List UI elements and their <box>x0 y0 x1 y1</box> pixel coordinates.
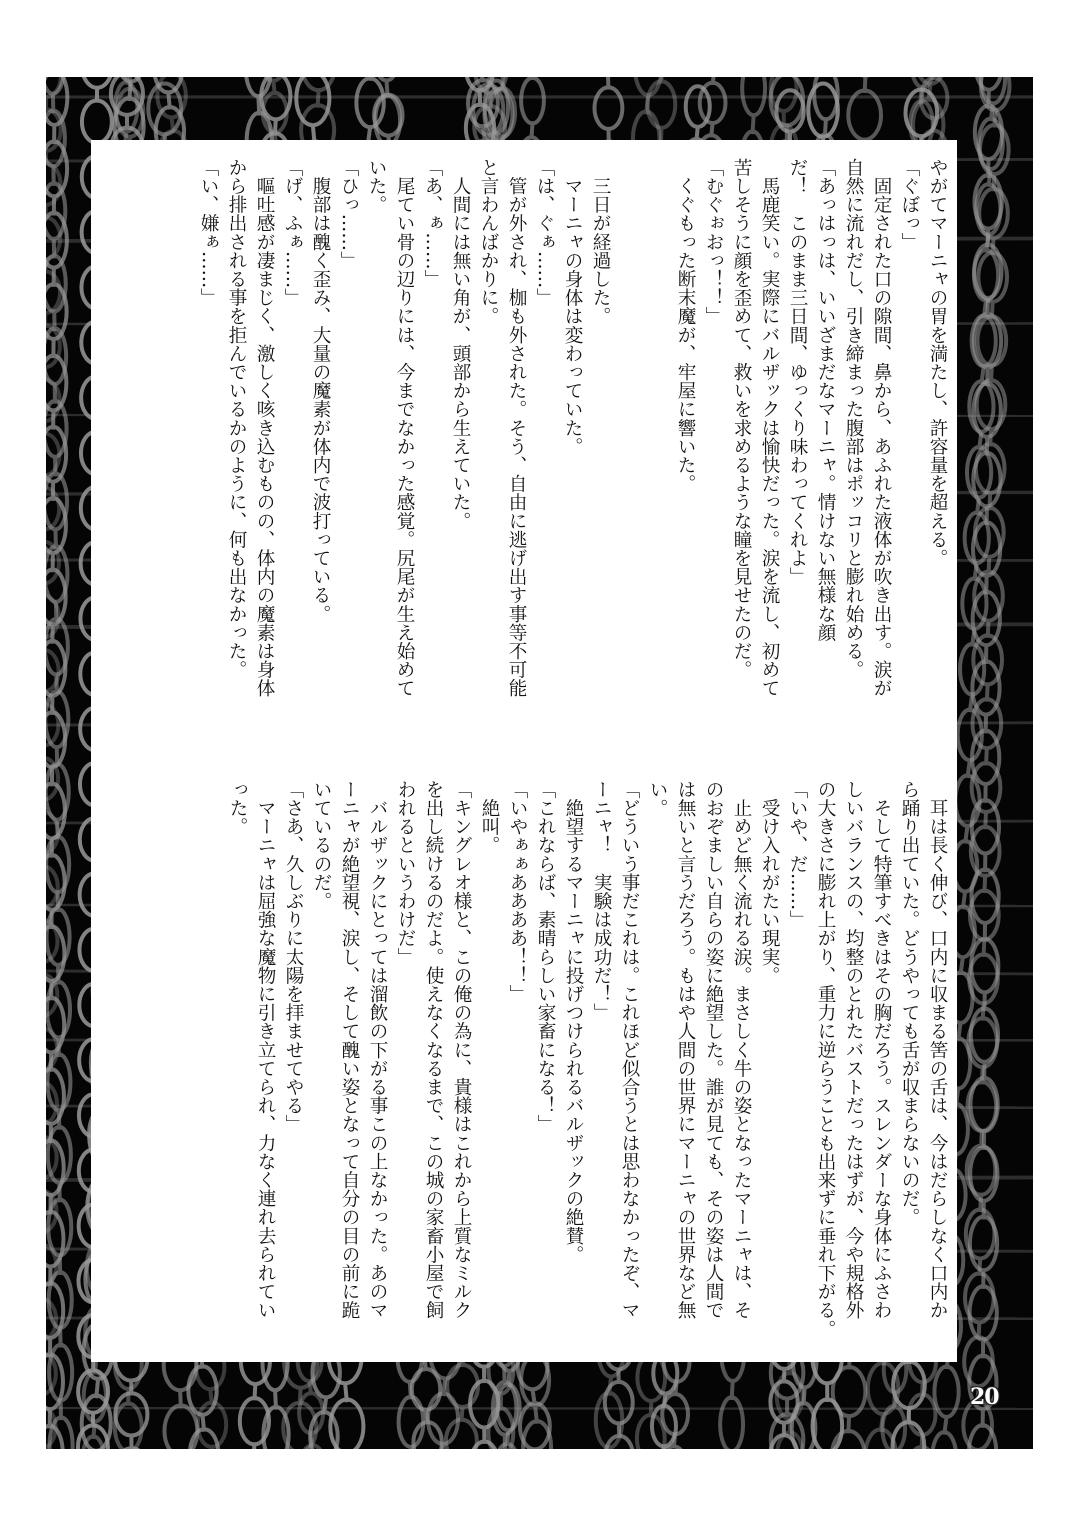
story-section-bottom <box>223 780 951 1338</box>
text-line: 「キングレオ様と、この俺の為に、貴様はこれから上質なミルク <box>451 780 472 1320</box>
text-line: と言わんばかりに。 <box>478 158 499 326</box>
text-line: い。 <box>647 780 668 818</box>
text-line: マーニャの身体は変わっていた。 <box>562 158 583 456</box>
text-line: われるというわけだ」 <box>395 780 416 966</box>
text-line: マーニャは屈強な魔物に引き立てられ、力なく連れ去られてい <box>255 780 276 1320</box>
text-line: 「あっはっは、いいざまだなマーニャ。情けない無様な顔 <box>815 158 836 642</box>
text-line: ら踊り出ていた。どうやっても舌が収まらないのだ。 <box>899 780 920 1227</box>
text-line: 三日が経過した。 <box>590 158 611 326</box>
text-line: から排出される事を拒んでいるかのように、何も出なかった。 <box>226 158 247 679</box>
text-line: 耳は長く伸び、口内に収まる筈の舌は、今はだらしなく口内か <box>927 780 948 1320</box>
text-line: 「むぐぉおっ！！」 <box>703 158 724 326</box>
text-line: のおぞましい自らの姿に絶望した。誰が見ても、その姿は人間で <box>703 780 724 1320</box>
chain-link <box>470 1441 498 1449</box>
text-line: バルザックにとっては溜飲の下がる事この上なかった。あのマ <box>367 780 388 1320</box>
text-line: 人間には無い角が、頭部から生えていた。 <box>450 158 471 530</box>
chain-link <box>82 77 112 88</box>
chain-link <box>496 1444 519 1449</box>
story-section-top-first <box>671 158 951 697</box>
text-line: った。 <box>227 780 248 836</box>
text-line: しいバランスの、均整のとれたバストだったはずが、今や規格外 <box>843 780 864 1320</box>
text-line: 「ぐぼっ」 <box>899 158 920 251</box>
chain-link <box>700 83 726 123</box>
chain-link <box>412 1369 440 1410</box>
chain-link <box>594 87 622 128</box>
chain-connector <box>212 1447 214 1449</box>
text-line: 「これならば、素晴らしい家畜になる！」 <box>535 780 556 1134</box>
chain-link <box>932 1432 956 1449</box>
text-line: 尾てい骨の辺りには、今までなかった感覚。尻尾が生え始めて <box>394 158 415 698</box>
chain-link <box>82 100 112 142</box>
text-line: 管が外され、枷も外された。そう、自由に逃げ出す事等不可能 <box>506 158 527 698</box>
text-line: 「いやぁぁああああ！！」 <box>507 780 528 1004</box>
text-line: の大きさに膨れ上がり、重力に逆らうことも出来ずに垂れ下がる。 <box>815 780 836 1338</box>
text-line: 固定された口の隙間、鼻から、あふれた液体が吹き出す。涙が <box>871 158 892 698</box>
chain-link <box>399 1397 424 1447</box>
text-line: そして特筆すべきはその胸だろう。スレンダーな身体にふさわ <box>871 780 892 1320</box>
text-line: 「いや、だ……」 <box>787 780 808 929</box>
text-line: 「さあ、久しぶりに太陽を拝ませてやる」 <box>283 780 304 1134</box>
text-line: いた。 <box>366 158 387 214</box>
chain-link <box>965 1273 994 1322</box>
chain-link <box>446 1420 477 1449</box>
text-line: を出し続けるのだよ。使えなくなるまで、この城の家畜小屋で飼 <box>423 780 444 1320</box>
text-line: 絶望するマーニャに投げつけられるバルザックの絶賛。 <box>563 780 584 1264</box>
text-line: 嘔吐感が凄まじく、激しく咳き込むものの、体内の魔素は身体 <box>254 158 275 698</box>
text-line: 「げ、ふぁ……」 <box>282 158 303 307</box>
text-line: いているのだ。 <box>311 780 332 911</box>
chain-connector <box>253 1444 254 1449</box>
text-line: 腹部は醜く歪み、大量の魔素が体内で波打っている。 <box>310 158 331 623</box>
text-line: 自然に流れだし、引き締まった腹部はポッコリと膨れ始める。 <box>843 158 864 679</box>
text-line: 苦しそうに顔を歪めて、救いを求めるような瞳を見せたのだ。 <box>731 158 752 679</box>
text-line: 馬鹿笑い。実際にバルザックは愉快だった。涙を流し、初めて <box>759 158 780 698</box>
text-line: 「あ、ぁ……」 <box>422 158 443 289</box>
text-line: 「どういう事だこれは。これほど似合うとは思わなかったぞ、マ <box>619 780 640 1320</box>
page-number: 20 <box>970 1384 999 1410</box>
chain-link <box>720 1397 743 1449</box>
chain-link <box>964 1337 993 1386</box>
text-line: やがてマーニャの胃を満たし、許容量を超える。 <box>927 158 948 568</box>
text-line: 「い、嫌ぁ……」 <box>198 158 219 307</box>
chain-link <box>521 78 544 124</box>
text-line: は無いと言うだろう。もはや人間の世界にマーニャの世界など無 <box>675 780 696 1320</box>
text-line: 受け入れがたい現実。 <box>759 780 780 985</box>
text-line: 止めど無く流れる涙。まさしく牛の姿となったマーニャは、そ <box>731 780 752 1320</box>
text-line: ーニャが絶望視、涙し、そして醜い姿となって自分の目の前に跪 <box>339 780 360 1320</box>
text-line: 「ひっ……」 <box>338 158 359 270</box>
text-line: くぐもった断末魔が、牢屋に響いた。 <box>675 158 696 493</box>
text-line: 「は、ぐぁ……」 <box>534 158 555 307</box>
text-line: だ！ このまま三日間、ゆっくり味わってくれよ」 <box>787 158 808 586</box>
story-section-top-second <box>194 158 614 697</box>
text-line: ーニャ！ 実験は成功だ！」 <box>591 780 612 1022</box>
chain-link <box>648 81 676 128</box>
text-line: 絶叫。 <box>479 780 500 855</box>
